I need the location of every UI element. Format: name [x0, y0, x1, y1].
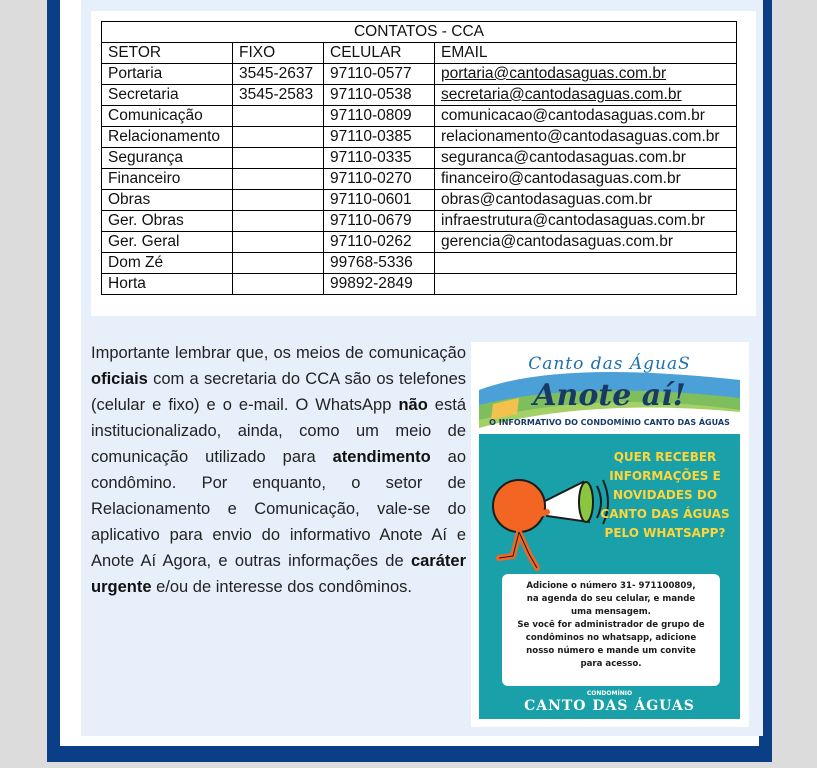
table-row — [102, 106, 737, 127]
email-cell[interactable]: relacionamento@cantodasaguas.com.br — [435, 127, 737, 148]
celular-cell: 99768-5336 — [324, 253, 435, 274]
paragraph-text: ao condômino. Por enquanto, o setor de Relacionamento e Comunicação, vale-se do aplicativo para envio do informativo Anote Aí e Anote Aí Agora, e outras informações de — [91, 448, 466, 570]
setor-cell: Secretaria — [102, 85, 233, 106]
setor-cell: Obras — [102, 190, 233, 211]
setor-cell: Segurança — [102, 148, 233, 169]
poster-frame — [471, 342, 749, 727]
header-celular: CELULAR — [324, 43, 435, 64]
fixo-cell: 3545-2583 — [233, 85, 324, 106]
table-row — [102, 169, 737, 190]
fixo-cell — [233, 148, 324, 169]
celular-cell: 99892-2849 — [324, 274, 435, 295]
table-row — [102, 253, 737, 274]
celular-cell: 97110-0335 — [324, 148, 435, 169]
table-title: CONTATOS - CCA — [102, 22, 737, 43]
setor-cell: Portaria — [102, 64, 233, 85]
fixo-cell — [233, 169, 324, 190]
page-inner-border — [60, 0, 759, 746]
contacts-table — [101, 21, 737, 295]
table-row — [102, 64, 737, 85]
fixo-cell — [233, 211, 324, 232]
header-email: EMAIL — [435, 43, 737, 64]
table-row — [102, 211, 737, 232]
poster-instructions-box — [502, 574, 720, 686]
character-head — [493, 480, 545, 532]
paragraph-text: com a secretaria do CCA são os telefones (celular e fixo) e o e-mail. O WhatsApp — [91, 370, 466, 414]
fixo-cell — [233, 232, 324, 253]
setor-cell: Ger. Geral — [102, 232, 233, 253]
celular-cell: 97110-0270 — [324, 169, 435, 190]
email-cell — [435, 274, 737, 295]
poster-footer-label: CONDOMÍNIO — [586, 690, 633, 697]
setor-cell: Comunicação — [102, 106, 233, 127]
contacts-table-container — [91, 11, 756, 316]
setor-cell: Relacionamento — [102, 127, 233, 148]
email-cell[interactable]: infraestrutura@cantodasaguas.com.br — [435, 211, 737, 232]
paragraph-bold: não — [398, 396, 428, 414]
poster-footer-logo: CANTO DAS ÁGUAS — [524, 698, 695, 714]
celular-cell: 97110-0601 — [324, 190, 435, 211]
celular-cell: 97110-0262 — [324, 232, 435, 253]
table-row — [102, 274, 737, 295]
setor-cell: Ger. Obras — [102, 211, 233, 232]
fixo-cell — [233, 190, 324, 211]
content-panel — [81, 0, 763, 736]
table-row — [102, 85, 737, 106]
setor-cell: Financeiro — [102, 169, 233, 190]
paragraph-bold: oficiais — [91, 370, 148, 388]
paragraph-bold: atendimento — [332, 448, 431, 466]
anote-ai-poster — [479, 350, 740, 719]
poster-subtitle: O INFORMATIVO DO CONDOMÍNIO CANTO DAS ÁGUAS — [489, 418, 730, 427]
fixo-cell — [233, 274, 324, 295]
poster-header — [479, 350, 740, 434]
table-row — [102, 148, 737, 169]
email-cell[interactable]: portaria@cantodasaguas.com.br — [435, 64, 737, 85]
email-cell[interactable]: seguranca@cantodasaguas.com.br — [435, 148, 737, 169]
poster-instructions: Adicione o número 31- 971100809, na agenda do seu celular, e mande uma mensagem. Se você for administrador de grupo de condôminos no whatsapp, adicione nosso número e mande um convite para acesso. — [517, 581, 705, 669]
email-cell — [435, 253, 737, 274]
email-cell[interactable]: obras@cantodasaguas.com.br — [435, 190, 737, 211]
poster-brand: Canto das ÁguaS — [528, 354, 691, 374]
celular-cell: 97110-0577 — [324, 64, 435, 85]
setor-cell: Dom Zé — [102, 253, 233, 274]
email-cell[interactable]: financeiro@cantodasaguas.com.br — [435, 169, 737, 190]
fixo-cell: 3545-2637 — [233, 64, 324, 85]
table-body — [102, 64, 737, 295]
fixo-cell — [233, 106, 324, 127]
poster-question: QUER RECEBER INFORMAÇÕES E NOVIDADES DO CANTO DAS ÁGUAS PELO WHATSAPP? — [600, 450, 730, 540]
paragraph-text: Importante lembrar que, os meios de comunicação — [91, 344, 466, 362]
paragraph-text: e/ou de interesse dos condôminos. — [151, 578, 413, 596]
fixo-cell — [233, 253, 324, 274]
header-setor: SETOR — [102, 43, 233, 64]
celular-cell: 97110-0538 — [324, 85, 435, 106]
table-row — [102, 232, 737, 253]
info-paragraph — [91, 340, 466, 600]
email-cell[interactable]: gerencia@cantodasaguas.com.br — [435, 232, 737, 253]
celular-cell: 97110-0385 — [324, 127, 435, 148]
fixo-cell — [233, 127, 324, 148]
paragraph-bold: caráter urgente — [91, 552, 466, 596]
table-row — [102, 127, 737, 148]
poster-title: Anote aí! — [533, 378, 686, 413]
celular-cell: 97110-0809 — [324, 106, 435, 127]
email-cell[interactable]: comunicacao@cantodasaguas.com.br — [435, 106, 737, 127]
header-fixo: FIXO — [233, 43, 324, 64]
page-frame — [47, 0, 772, 762]
celular-cell: 97110-0679 — [324, 211, 435, 232]
table-row — [102, 190, 737, 211]
email-cell[interactable]: secretaria@cantodasaguas.com.br — [435, 85, 737, 106]
paragraph-text: está institucionalizado, ainda, como um meio de comunicação utilizado para — [91, 396, 466, 466]
setor-cell: Horta — [102, 274, 233, 295]
